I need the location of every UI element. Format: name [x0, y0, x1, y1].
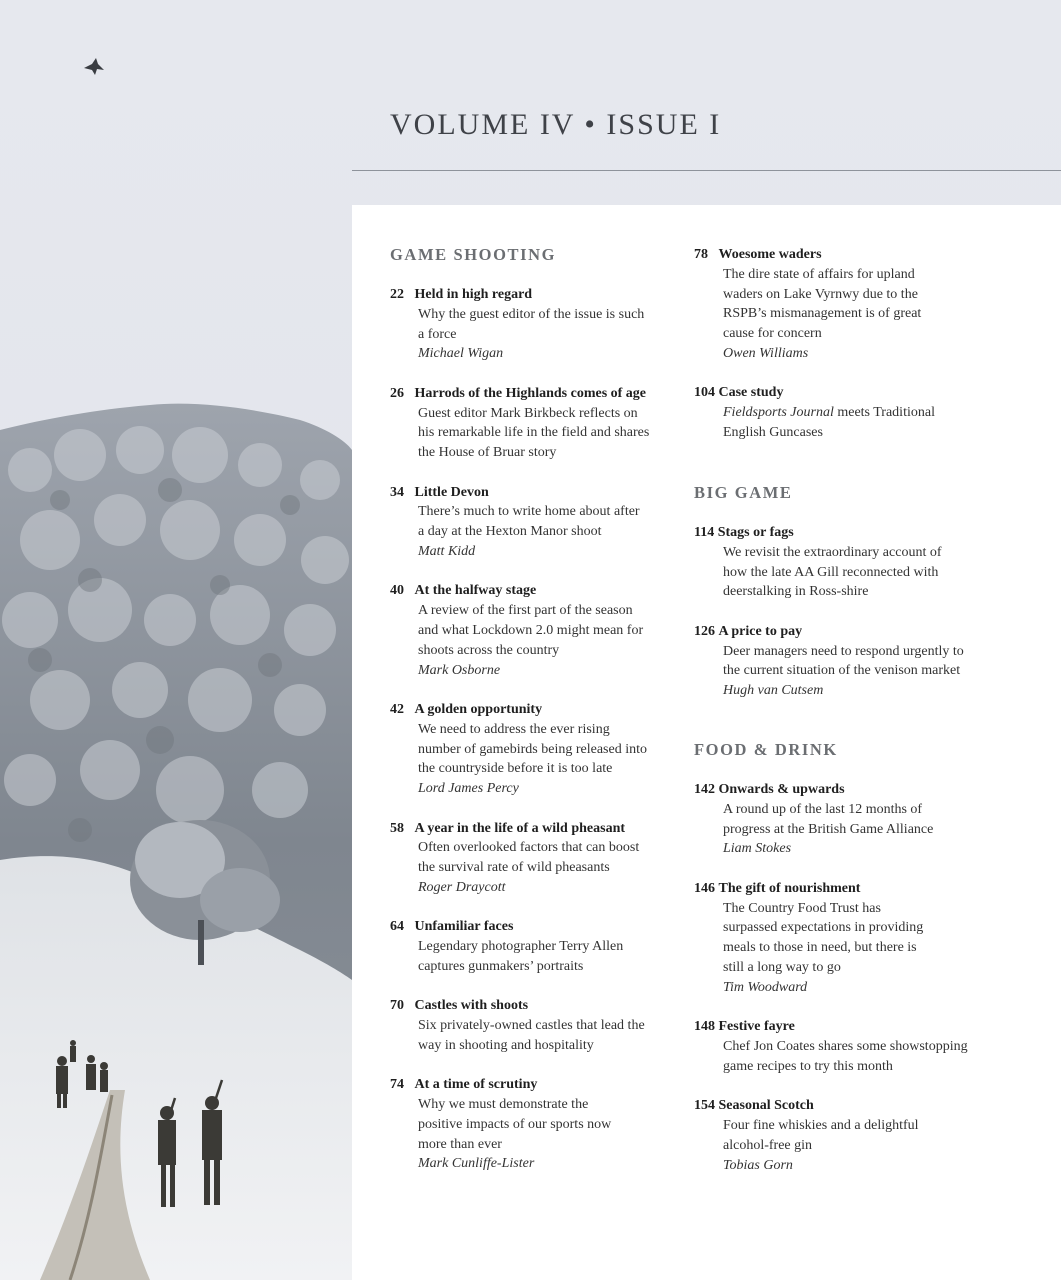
entry-description-text: meets Traditional [833, 405, 935, 421]
entry-title: Festive fayre [718, 1019, 795, 1035]
entry-description-line: the countryside before it is too late [418, 761, 613, 777]
entry-description-line: Six privately-owned castles that lead the [418, 1018, 645, 1034]
contents-entry[interactable] [694, 1017, 1024, 1076]
contents-entry[interactable] [694, 245, 1024, 364]
entry-description-line: Legendary photographer Terry Allen [418, 939, 624, 955]
game-shooting-entries [390, 285, 690, 1194]
contents-panel [352, 205, 1061, 1280]
contents-entry[interactable] [390, 917, 690, 976]
entry-title: Woesome waders [718, 247, 822, 262]
entry-page-number: 22 [390, 287, 404, 302]
entry-author: Michael Wigan [418, 346, 504, 362]
entry-title: Stags or fags [717, 525, 794, 540]
entry-title: A golden opportunity [414, 701, 543, 717]
entry-heading [694, 245, 1024, 265]
entry-heading [694, 780, 1024, 800]
entry-description-line: the current situation of the venison market [723, 663, 961, 679]
entry-heading [390, 996, 690, 1016]
entry-description-line: deerstalking in Ross-shire [723, 584, 869, 600]
entry-title: Castles with shoots [414, 998, 529, 1014]
entry-heading [694, 383, 1024, 403]
entry-page-number: 142 [694, 782, 715, 797]
contents-entry[interactable] [694, 1096, 1024, 1175]
entry-heading [694, 1096, 1024, 1116]
entry-description-line: game recipes to try this month [723, 1058, 893, 1074]
entry-page-number: 146 [694, 880, 715, 896]
entry-description-line: Guest editor Mark Birkbeck reflects on [418, 405, 638, 421]
game-shooting-continued-entries [694, 245, 1024, 462]
entry-heading [694, 523, 1024, 543]
entry-title: At the halfway stage [414, 583, 537, 599]
entry-description [694, 1037, 1024, 1077]
entry-heading [390, 917, 690, 937]
food-drink-entries [694, 780, 1024, 1195]
entry-description [390, 601, 690, 660]
entry-author: Tobias Gorn [723, 1157, 793, 1173]
entry-description-line: captures gunmakers’ portraits [418, 958, 584, 974]
entry-page-number: 58 [390, 820, 404, 836]
entry-description-line: The Country Food Trust has [723, 900, 881, 916]
entry-page-number: 40 [390, 583, 404, 599]
entry-description [390, 937, 690, 977]
entry-heading [390, 1075, 690, 1095]
entry-description [694, 800, 1024, 840]
entry-description [694, 899, 1024, 978]
entry-heading [694, 879, 1024, 899]
contents-entry[interactable] [390, 581, 690, 680]
entry-description-line: Four fine whiskies and a delightful [723, 1117, 919, 1133]
entry-description-line: a day at the Hexton Manor shoot [418, 524, 602, 540]
entry-description-line: more than ever [418, 1136, 502, 1152]
entry-description-line: way in shooting and hospitality [418, 1037, 594, 1053]
entry-author: Mark Osborne [418, 662, 501, 678]
contents-entry[interactable] [390, 483, 690, 562]
entry-description-line: We need to address the ever rising [418, 721, 610, 737]
entry-author: Tim Woodward [723, 979, 808, 995]
entry-description-line: a force [418, 326, 457, 342]
entry-title: A year in the life of a wild pheasant [414, 820, 626, 836]
entry-description [390, 1016, 690, 1056]
section-heading-game-shooting: GAME SHOOTING [390, 245, 557, 264]
contents-entry[interactable] [694, 780, 1024, 859]
entry-description [694, 403, 1024, 443]
contents-entry[interactable] [694, 879, 1024, 998]
entry-title: Seasonal Scotch [718, 1098, 814, 1114]
entry-author: Liam Stokes [723, 841, 792, 857]
entry-description-line: RSPB’s mismanagement is of great [723, 306, 922, 322]
entry-author: Lord James Percy [418, 781, 519, 797]
entry-title: The gift of nourishment [718, 880, 861, 896]
entry-page-number: 114 [694, 525, 715, 540]
entry-description [390, 838, 690, 878]
entry-description-line [723, 403, 1024, 423]
entry-description [390, 502, 690, 542]
entry-description-line: surpassed expectations in providing [723, 920, 924, 936]
entry-heading [390, 700, 690, 720]
entry-description-line: meals to those in need, but there is [723, 940, 917, 956]
entry-heading [694, 622, 1024, 642]
entry-description-line: The dire state of affairs for upland [723, 266, 915, 282]
entry-description-line: Why the guest editor of the issue is such [418, 306, 645, 322]
entry-heading [390, 483, 690, 503]
entry-title: Unfamiliar faces [414, 919, 514, 935]
contents-entry[interactable] [390, 384, 690, 463]
entry-description-line: his remarkable life in the field and shares [418, 425, 650, 441]
entry-description-line: progress at the British Game Alliance [723, 821, 934, 837]
entry-description [390, 305, 690, 345]
entry-author: Hugh van Cutsem [723, 683, 824, 699]
big-game-entries [694, 523, 1024, 721]
entry-description [694, 642, 1024, 682]
entry-description-line: positive impacts of our sports now [418, 1116, 612, 1132]
entry-description-line: Chef Jon Coates shares some showstopping [723, 1038, 968, 1054]
entry-page-number: 34 [390, 484, 404, 500]
entry-title: Little Devon [414, 484, 489, 500]
volume-issue-title: VOLUME IV • ISSUE I [390, 108, 722, 141]
entry-description-line: Why we must demonstrate the [418, 1097, 589, 1113]
entry-page-number: 64 [390, 919, 404, 935]
entry-description [694, 543, 1024, 602]
contents-entry[interactable] [694, 523, 1024, 602]
entry-title: Harrods of the Highlands comes of age [414, 385, 647, 401]
contents-entry[interactable] [390, 1075, 690, 1174]
entry-heading [694, 1017, 1024, 1037]
entry-description [390, 1095, 690, 1154]
entry-description-publication: Fieldsports Journal [723, 405, 834, 421]
entry-description-line: A review of the first part of the season [418, 603, 633, 619]
entry-description-line: and what Lockdown 2.0 might mean for [418, 622, 644, 638]
entry-title: Case study [718, 385, 784, 401]
entry-description-line: still a long way to go [723, 959, 841, 975]
entry-description-line: the survival rate of wild pheasants [418, 860, 610, 876]
entry-description-line: Deer managers need to respond urgently to [723, 643, 964, 659]
entry-title: A price to pay [718, 623, 803, 639]
entry-page-number: 26 [390, 385, 404, 401]
entry-description [390, 720, 690, 779]
entry-description-line: Often overlooked factors that can boost [418, 840, 640, 856]
entry-description-line: waders on Lake Vyrnwy due to the [723, 286, 918, 302]
entry-page-number: 126 [694, 623, 715, 639]
contents-entry[interactable] [390, 700, 690, 799]
entry-author: Mark Cunliffe-Lister [418, 1156, 535, 1172]
entry-description-line: There’s much to write home about after [418, 504, 640, 520]
entry-description-line: A round up of the last 12 months of [723, 801, 923, 817]
entry-title: Held in high regard [414, 287, 533, 302]
section-heading-big-game: BIG GAME [694, 483, 793, 502]
entry-description-line: We revisit the extraordinary account of [723, 544, 942, 560]
entry-description [694, 265, 1024, 344]
entry-title: At a time of scrutiny [414, 1077, 538, 1093]
entry-description [694, 1116, 1024, 1156]
contents-entry[interactable] [390, 996, 690, 1055]
entry-page-number: 70 [390, 998, 404, 1014]
entry-description-line: alcohol-free gin [723, 1137, 813, 1153]
entry-title: Onwards & upwards [718, 782, 845, 797]
entry-heading [390, 819, 690, 839]
contents-entry[interactable] [390, 285, 690, 364]
entry-description-line: how the late AA Gill reconnected with [723, 564, 939, 580]
entry-page-number: 154 [694, 1098, 715, 1114]
entry-heading [390, 285, 690, 305]
entry-description-line: the House of Bruar story [418, 445, 557, 461]
entry-author: Owen Williams [723, 345, 809, 361]
entry-description [390, 404, 690, 463]
section-heading-food-drink: FOOD & DRINK [694, 740, 838, 759]
contents-entry[interactable] [390, 819, 690, 898]
entry-heading [390, 581, 690, 601]
entry-description-line: English Guncases [723, 424, 823, 440]
entry-page-number: 104 [694, 385, 715, 401]
contents-entry[interactable] [694, 383, 1024, 442]
entry-page-number: 74 [390, 1077, 404, 1093]
entry-page-number: 148 [694, 1019, 715, 1035]
entry-heading [390, 384, 690, 404]
contents-entry[interactable] [694, 622, 1024, 701]
entry-description-line: number of gamebirds being released into [418, 741, 647, 757]
entry-author: Matt Kidd [418, 543, 476, 559]
entry-page-number: 42 [390, 701, 404, 717]
entry-description-line: shoots across the country [418, 642, 560, 658]
header-divider [352, 170, 1061, 171]
entry-page-number: 78 [694, 247, 708, 262]
entry-description-line: cause for concern [723, 326, 822, 342]
entry-author: Roger Draycott [418, 879, 506, 895]
